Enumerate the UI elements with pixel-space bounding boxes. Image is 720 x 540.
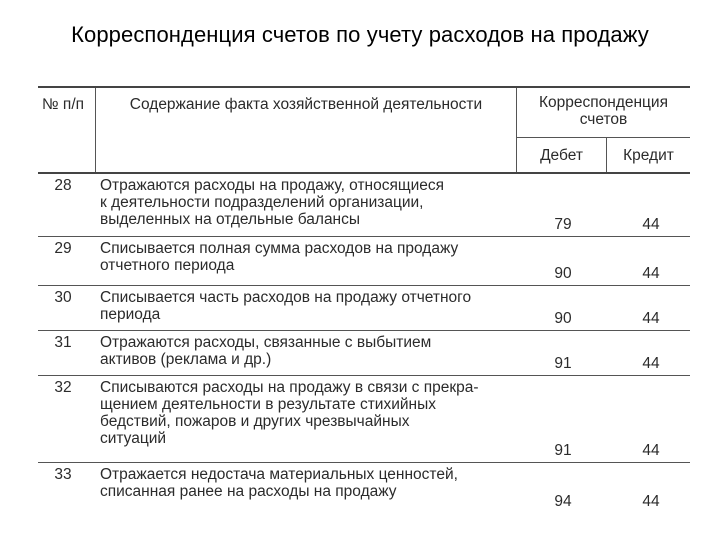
row-credit: 44 xyxy=(642,310,660,327)
row-description xyxy=(100,286,500,323)
header-credit: Кредит xyxy=(606,138,690,172)
row-description xyxy=(100,174,500,228)
header-correspondence-line: Корреспонденция xyxy=(539,94,668,111)
page-title: Корреспонденция счетов по учету расходов на продажу xyxy=(71,22,649,47)
row-description-line: периода xyxy=(100,306,161,323)
row-credit: 44 xyxy=(642,355,660,372)
row-description-line: Отражаются расходы на продажу, относящиеся xyxy=(100,177,445,194)
row-description-line: выделенных на отдельные балансы xyxy=(100,211,361,228)
row-debit: 79 xyxy=(554,216,572,233)
row-credit: 44 xyxy=(642,216,660,233)
row-description-line: списанная ранее на расходы на продажу xyxy=(100,483,397,500)
row-num: 29 xyxy=(54,240,72,257)
row-description xyxy=(100,376,500,447)
header-description: Содержание факта хозяйственной деятельности xyxy=(129,96,483,113)
row-debit: 94 xyxy=(554,493,572,510)
row-num: 28 xyxy=(54,177,72,194)
row-num: 31 xyxy=(54,334,72,351)
table-row xyxy=(38,463,690,513)
row-description-line: Списывается полная сумма расходов на продажу xyxy=(100,240,459,257)
row-debit: 91 xyxy=(554,355,572,372)
header-num: № п/п xyxy=(38,88,96,172)
row-credit: 44 xyxy=(642,442,660,459)
row-description xyxy=(100,463,500,500)
correspondence-table xyxy=(38,86,690,513)
row-num: 32 xyxy=(54,379,72,396)
header-correspondence-line: счетов xyxy=(579,111,628,128)
row-debit: 90 xyxy=(554,265,572,282)
row-description-line: Отражается недостача материальных ценностей, xyxy=(100,466,458,483)
row-description xyxy=(100,331,500,368)
row-credit: 44 xyxy=(642,265,660,282)
row-description-line: к деятельности подразделений организации, xyxy=(100,194,424,211)
row-description xyxy=(100,237,500,274)
row-description-line: Отражаются расходы, связанные с выбытием xyxy=(100,334,432,351)
header-debit: Дебет xyxy=(516,138,606,172)
row-description-line: активов (реклама и др.) xyxy=(100,351,272,368)
table-row xyxy=(38,174,690,237)
row-description-line: бедствий, пожаров и других чрезвычайных xyxy=(100,413,410,430)
header-correspondence xyxy=(516,88,690,138)
row-description-line: Списываются расходы на продажу в связи с прекра- xyxy=(100,379,479,396)
row-description-line: отчетного периода xyxy=(100,257,235,274)
row-debit: 90 xyxy=(554,310,572,327)
row-credit: 44 xyxy=(642,493,660,510)
row-description-line: ситуаций xyxy=(100,430,167,447)
table-row xyxy=(38,376,690,463)
row-debit: 91 xyxy=(554,442,572,459)
table-row xyxy=(38,286,690,331)
table-row xyxy=(38,237,690,286)
row-description-line: щением деятельности в результате стихийных xyxy=(100,396,436,413)
table-row xyxy=(38,331,690,376)
table-header xyxy=(38,86,690,174)
row-description-line: Списывается часть расходов на продажу отчетного xyxy=(100,289,472,306)
row-num: 30 xyxy=(54,289,72,306)
row-num: 33 xyxy=(54,466,72,483)
